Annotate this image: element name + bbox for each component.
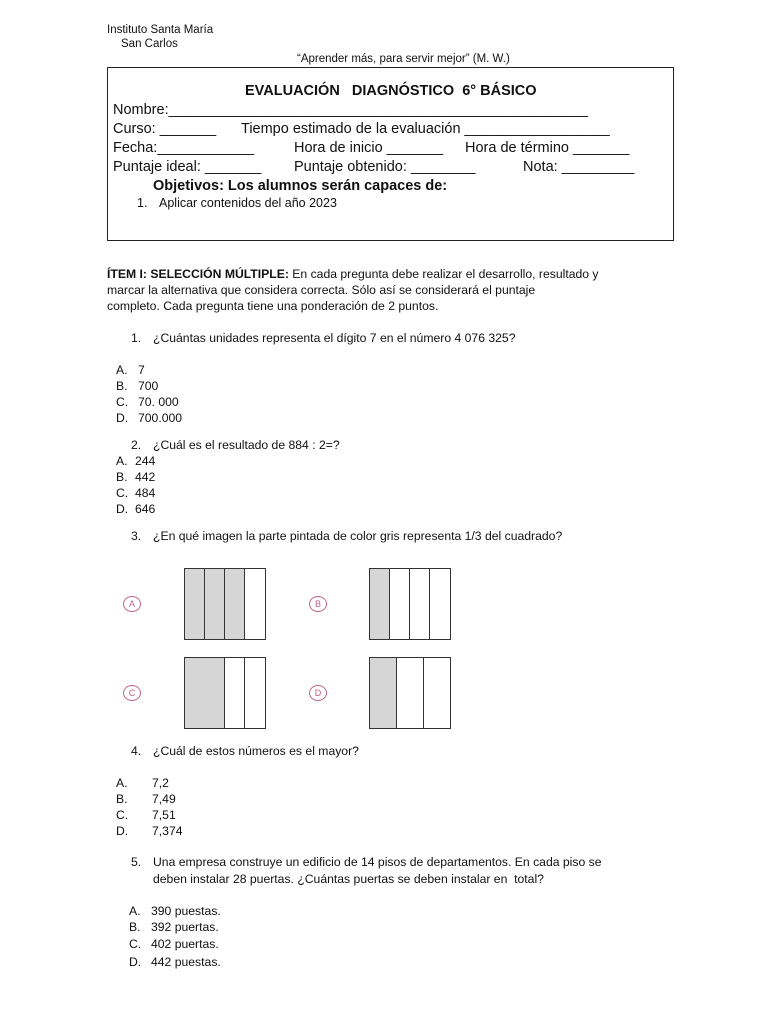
institution-name: Instituto Santa María — [107, 24, 214, 36]
hora-inicio-field[interactable]: Hora de inicio _______ — [294, 140, 444, 156]
option-text: 7,49 — [152, 792, 176, 806]
question-5-text-line2: deben instalar 28 puertas. ¿Cuántas puertas se deben instalar en total? — [153, 872, 544, 886]
item-instructions-line2: marcar la alternativa que considera correcta. Sólo así se considerará el puntaje — [107, 283, 536, 297]
shaded-strip — [225, 569, 245, 639]
nombre-field[interactable]: Nombre:____________________________________________________ — [113, 102, 588, 118]
option-text: 700 — [138, 379, 159, 393]
option-text: 390 puestas. — [151, 904, 221, 918]
nota-field[interactable]: Nota: _________ — [523, 159, 635, 175]
q1-option-a[interactable] — [116, 363, 145, 377]
option-letter: C. — [116, 486, 129, 500]
blank-strip — [245, 658, 265, 728]
option-text: 442 — [135, 470, 156, 484]
institution-city: San Carlos — [121, 38, 178, 50]
page-title: EVALUACIÓN DIAGNÓSTICO 6° BÁSICO — [245, 83, 537, 99]
objetivos-title: Objetivos: Los alumnos serán capaces de: — [153, 178, 448, 194]
option-text: 70. 000 — [138, 395, 179, 409]
option-text: 392 puertas. — [151, 920, 219, 934]
question-1-number: 1. — [131, 331, 142, 345]
q1-option-d[interactable] — [116, 411, 182, 425]
shaded-strip — [370, 658, 397, 728]
question-3-number: 3. — [131, 529, 142, 543]
blank-strip — [225, 658, 245, 728]
option-letter: A. — [116, 454, 128, 468]
q3-option-d-circle[interactable]: D — [309, 685, 327, 701]
puntaje-ideal-field[interactable]: Puntaje ideal: _______ — [113, 159, 262, 175]
shaded-strip — [370, 569, 390, 639]
hora-termino-field[interactable]: Hora de término _______ — [465, 140, 630, 156]
q1-option-b[interactable] — [116, 379, 158, 393]
option-letter: C. — [129, 937, 142, 951]
curso-field[interactable]: Curso: _______ — [113, 121, 217, 137]
blank-strip — [424, 658, 450, 728]
shaded-strip — [185, 569, 205, 639]
option-letter: D. — [116, 411, 129, 425]
question-2-number: 2. — [131, 438, 142, 452]
q2-option-d[interactable] — [116, 502, 155, 516]
option-letter: C. — [116, 808, 129, 822]
q4-option-a[interactable] — [116, 776, 169, 790]
blank-strip — [410, 569, 430, 639]
motto: “Aprender más, para servir mejor” (M. W.) — [297, 53, 510, 65]
q2-option-a[interactable] — [116, 454, 155, 468]
q3-figure-a[interactable] — [184, 568, 266, 640]
option-letter: A. — [116, 776, 128, 790]
q3-option-a-circle[interactable]: A — [123, 596, 141, 612]
q4-option-b[interactable] — [116, 792, 176, 806]
option-text: 7,51 — [152, 808, 176, 822]
q3-figure-c[interactable] — [184, 657, 266, 729]
q5-option-b[interactable] — [129, 920, 219, 934]
shaded-strip — [205, 569, 225, 639]
q4-option-c[interactable] — [116, 808, 176, 822]
option-letter: A. — [116, 363, 128, 377]
item-heading: ÍTEM I: SELECCIÓN MÚLTIPLE: — [107, 267, 289, 281]
question-2-text: ¿Cuál es el resultado de 884 : 2=? — [153, 438, 340, 452]
option-letter: D. — [129, 955, 142, 969]
option-text: 484 — [135, 486, 156, 500]
blank-strip — [430, 569, 450, 639]
blank-strip — [245, 569, 265, 639]
question-4-number: 4. — [131, 744, 142, 758]
q3-figure-b[interactable] — [369, 568, 451, 640]
q3-option-c-circle[interactable]: C — [123, 685, 141, 701]
objetivo-text: Aplicar contenidos del año 2023 — [159, 196, 337, 210]
option-text: 442 puestas. — [151, 955, 221, 969]
q1-option-c[interactable] — [116, 395, 179, 409]
shaded-strip — [185, 658, 225, 728]
puntaje-obtenido-field[interactable]: Puntaje obtenido: ________ — [294, 159, 476, 175]
option-letter: D. — [116, 502, 129, 516]
objetivo-number: 1. — [137, 196, 148, 210]
fecha-field[interactable]: Fecha:____________ — [113, 140, 255, 156]
option-text: 646 — [135, 502, 156, 516]
option-letter: A. — [129, 904, 141, 918]
q2-option-b[interactable] — [116, 470, 155, 484]
option-text: 7,374 — [152, 824, 183, 838]
question-5-number: 5. — [131, 855, 142, 869]
option-text: 244 — [135, 454, 156, 468]
option-letter: B. — [129, 920, 141, 934]
option-letter: D. — [116, 824, 129, 838]
option-letter: B. — [116, 792, 128, 806]
option-text: 700.000 — [138, 411, 183, 425]
tiempo-field[interactable]: Tiempo estimado de la evaluación __________________ — [241, 121, 610, 137]
question-1-text: ¿Cuántas unidades representa el dígito 7 en el número 4 076 325? — [153, 331, 516, 345]
option-letter: C. — [116, 395, 129, 409]
question-5-text-line1: Una empresa construye un edificio de 14 pisos de departamentos. En cada piso se — [153, 855, 602, 869]
option-text: 7,2 — [152, 776, 169, 790]
item-instructions-text: En cada pregunta debe realizar el desarrollo, resultado y — [288, 267, 599, 281]
item-instructions-line3: completo. Cada pregunta tiene una ponderación de 2 puntos. — [107, 299, 439, 313]
q5-option-d[interactable] — [129, 955, 221, 969]
q3-option-b-circle[interactable]: B — [309, 596, 327, 612]
option-letter: B. — [116, 470, 128, 484]
option-text: 402 puertas. — [151, 937, 219, 951]
q4-option-d[interactable] — [116, 824, 183, 838]
option-text: 7 — [138, 363, 145, 377]
option-letter: B. — [116, 379, 128, 393]
q5-option-c[interactable] — [129, 937, 219, 951]
blank-strip — [397, 658, 424, 728]
question-4-text: ¿Cuál de estos números es el mayor? — [153, 744, 359, 758]
q2-option-c[interactable] — [116, 486, 155, 500]
blank-strip — [390, 569, 410, 639]
q3-figure-d[interactable] — [369, 657, 451, 729]
item-instructions-line1 — [107, 267, 599, 281]
q5-option-a[interactable] — [129, 904, 221, 918]
question-3-text: ¿En qué imagen la parte pintada de color gris representa 1/3 del cuadrado? — [153, 529, 563, 543]
